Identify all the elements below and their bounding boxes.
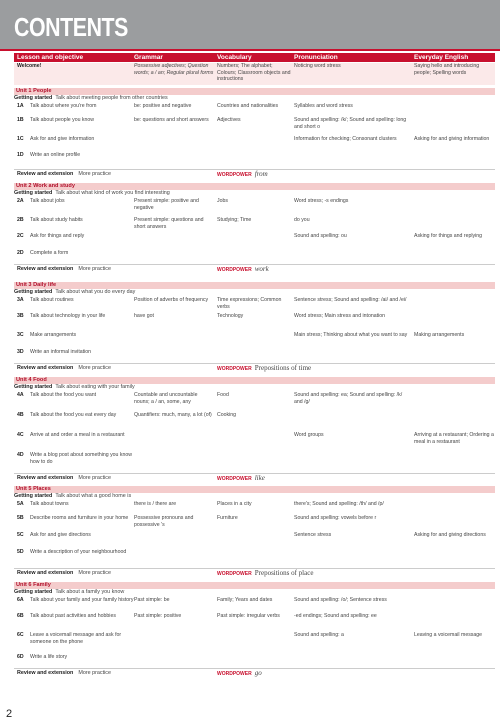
review-row bbox=[14, 568, 495, 576]
lesson-row bbox=[14, 313, 495, 332]
wordpower-word: go bbox=[254, 669, 262, 677]
lesson-code: 3D bbox=[17, 349, 24, 355]
wordpower-word: work bbox=[254, 265, 269, 273]
lesson-code: 2A bbox=[17, 198, 24, 204]
getting-started-row bbox=[14, 384, 495, 391]
header-vocabulary: Vocabulary bbox=[217, 54, 252, 61]
more-practice-label: More practice bbox=[78, 570, 111, 576]
more-practice-label: More practice bbox=[78, 670, 111, 676]
lesson-row bbox=[14, 632, 495, 654]
more-practice-label: More practice bbox=[78, 475, 111, 481]
header-pronunciation: Pronunciation bbox=[294, 54, 338, 61]
lesson-row bbox=[14, 532, 495, 549]
lesson-pronunciation: Sentence stress bbox=[294, 532, 332, 538]
lesson-row bbox=[14, 198, 495, 217]
welcome-grammar: Possessive adjectives; Question words; a / an; Regular plural forms bbox=[134, 63, 214, 76]
lesson-row bbox=[14, 452, 495, 473]
lesson-everyday-english: Asking for things and replying bbox=[414, 233, 483, 239]
welcome-everyday: Saying hello and introducing people; Spelling words bbox=[414, 63, 480, 76]
lesson-pronunciation: Main stress; Thinking about what you want to say bbox=[294, 332, 408, 338]
lesson-code: 2B bbox=[17, 217, 24, 223]
lesson-pronunciation: Sound and spelling: a bbox=[294, 632, 344, 638]
wordpower-word: from bbox=[254, 170, 268, 178]
lesson-code: 4B bbox=[17, 412, 24, 418]
lesson-code: 4C bbox=[17, 432, 24, 438]
lesson-code: 5C bbox=[17, 532, 24, 538]
lesson-pronunciation: do you bbox=[294, 217, 310, 223]
lesson-grammar: there is / there are bbox=[134, 501, 177, 507]
lesson-code: 2C bbox=[17, 233, 24, 239]
getting-started-label: Getting started bbox=[14, 289, 53, 295]
lesson-row bbox=[14, 332, 495, 349]
lesson-objective: Talk about people you know bbox=[30, 117, 95, 123]
lesson-row bbox=[14, 597, 495, 613]
review-row bbox=[14, 363, 495, 371]
lesson-objective: Talk about the food you want bbox=[30, 392, 97, 398]
unit-title: Unit 6 Family bbox=[14, 582, 495, 589]
lesson-pronunciation: -ed endings; Sound and spelling: ee bbox=[294, 613, 377, 619]
wordpower-tag: WORDPOWER bbox=[217, 366, 252, 372]
lesson-code: 3C bbox=[17, 332, 24, 338]
lesson-code: 5A bbox=[17, 501, 24, 507]
page-title: CONTENTS bbox=[14, 12, 128, 42]
getting-started-row bbox=[14, 95, 495, 102]
lesson-vocabulary: Food bbox=[217, 392, 229, 398]
review-row bbox=[14, 473, 495, 481]
wordpower-label bbox=[217, 265, 269, 274]
lesson-row bbox=[14, 103, 495, 117]
lesson-objective: Ask for and give directions bbox=[30, 532, 91, 538]
lesson-code: 6B bbox=[17, 613, 24, 619]
getting-started-text: Talk about what kind of work you find interesting bbox=[55, 190, 170, 196]
lesson-code: 2D bbox=[17, 250, 24, 256]
lesson-vocabulary: Cooking bbox=[217, 412, 237, 418]
lesson-vocabulary: Adjectives bbox=[217, 117, 241, 123]
more-practice-label: More practice bbox=[78, 266, 111, 272]
wordpower-label bbox=[217, 364, 311, 373]
lesson-row bbox=[14, 392, 495, 412]
lesson-objective: Talk about jobs bbox=[30, 198, 65, 204]
lesson-code: 6A bbox=[17, 597, 24, 603]
lesson-code: 6D bbox=[17, 654, 24, 660]
wordpower-label bbox=[217, 170, 268, 179]
lesson-grammar: Quantifiers: much, many, a lot (of) bbox=[134, 412, 212, 418]
lesson-grammar: Possessive pronouns and possessive 's bbox=[134, 515, 194, 528]
wordpower-tag: WORDPOWER bbox=[217, 476, 252, 482]
lesson-code: 1D bbox=[17, 152, 24, 158]
getting-started-label: Getting started bbox=[14, 95, 53, 101]
lesson-objective: Make arrangements bbox=[30, 332, 77, 338]
getting-started-label: Getting started bbox=[14, 190, 53, 196]
lesson-code: 3B bbox=[17, 313, 24, 319]
lesson-objective: Talk about technology in your life bbox=[30, 313, 106, 319]
getting-started-text: Talk about meeting people from other countries bbox=[55, 95, 168, 101]
lesson-objective: Complete a form bbox=[30, 250, 69, 256]
wordpower-tag: WORDPOWER bbox=[217, 671, 252, 677]
unit-title: Unit 5 Places bbox=[14, 486, 495, 493]
wordpower-tag: WORDPOWER bbox=[217, 172, 252, 178]
lesson-row bbox=[14, 250, 495, 264]
unit-title: Unit 4 Food bbox=[14, 377, 495, 384]
lesson-code: 4D bbox=[17, 452, 24, 458]
getting-started-text: Talk about what a good home is bbox=[55, 493, 132, 499]
lesson-objective: Leave a voicemail message and ask for someone on the phone bbox=[30, 632, 122, 645]
wordpower-word: like bbox=[254, 474, 265, 482]
wordpower-label bbox=[217, 669, 262, 678]
review-label: Review and extension bbox=[17, 475, 74, 481]
lesson-vocabulary: Time expressions; Common verbs bbox=[217, 297, 282, 310]
lesson-code: 1C bbox=[17, 136, 24, 142]
lesson-vocabulary: Family; Years and dates bbox=[217, 597, 273, 603]
lesson-vocabulary: Technology bbox=[217, 313, 244, 319]
more-practice-label: More practice bbox=[78, 171, 111, 177]
lesson-pronunciation: Syllables and word stress bbox=[294, 103, 353, 109]
lesson-grammar: Countable and uncountable nouns; a / an, some, any bbox=[134, 392, 198, 405]
getting-started-label: Getting started bbox=[14, 384, 53, 390]
lesson-row bbox=[14, 217, 495, 233]
lesson-row bbox=[14, 297, 495, 313]
lesson-vocabulary: Furniture bbox=[217, 515, 238, 521]
unit-title: Unit 3 Daily life bbox=[14, 282, 495, 289]
getting-started-text: Talk about what you do every day bbox=[55, 289, 136, 295]
wordpower-word: Prepositions of place bbox=[254, 569, 314, 577]
lesson-everyday-english: Leaving a voicemail message bbox=[414, 632, 483, 638]
lesson-vocabulary: Countries and nationalities bbox=[217, 103, 279, 109]
lesson-code: 5D bbox=[17, 549, 24, 555]
review-label: Review and extension bbox=[17, 171, 74, 177]
unit-title: Unit 1 People bbox=[14, 88, 495, 95]
review-label: Review and extension bbox=[17, 266, 74, 272]
lesson-grammar: be: questions and short answers bbox=[134, 117, 209, 123]
lesson-objective: Arrive at and order a meal in a restaurant bbox=[30, 432, 125, 438]
lesson-grammar: Position of adverbs of frequency bbox=[134, 297, 209, 303]
lesson-pronunciation: Sound and spelling: /o/; Sentence stress bbox=[294, 597, 387, 603]
review-label: Review and extension bbox=[17, 670, 74, 676]
lesson-row bbox=[14, 136, 495, 152]
getting-started-text: Talk about eating with your family bbox=[55, 384, 135, 390]
wordpower-label bbox=[217, 569, 313, 578]
lesson-pronunciation: Information for checking; Consonant clusters bbox=[294, 136, 397, 142]
wordpower-tag: WORDPOWER bbox=[217, 571, 252, 577]
unit-title: Unit 2 Work and study bbox=[14, 183, 495, 190]
lesson-vocabulary: Studying; Time bbox=[217, 217, 252, 223]
lesson-row bbox=[14, 412, 495, 432]
lesson-objective: Ask for things and reply bbox=[30, 233, 85, 239]
more-practice-label: More practice bbox=[78, 365, 111, 371]
lesson-everyday-english: Arriving at a restaurant; Ordering a meal in a restaurant bbox=[414, 432, 494, 445]
lesson-row bbox=[14, 152, 495, 169]
lesson-objective: Ask for and give information bbox=[30, 136, 95, 142]
lesson-objective: Write a life story bbox=[30, 654, 68, 660]
lesson-pronunciation: Word groups bbox=[294, 432, 324, 438]
getting-started-label: Getting started bbox=[14, 589, 53, 595]
getting-started-label: Getting started bbox=[14, 493, 53, 499]
lesson-row bbox=[14, 515, 495, 532]
lesson-objective: Talk about your family and your family history bbox=[30, 597, 134, 603]
table-header bbox=[14, 53, 495, 62]
lesson-grammar: Present simple: questions and short answers bbox=[134, 217, 204, 230]
lesson-code: 1B bbox=[17, 117, 24, 123]
lesson-objective: Talk about the food you eat every day bbox=[30, 412, 117, 418]
header-lesson: Lesson and objective bbox=[17, 54, 84, 61]
lesson-code: 4A bbox=[17, 392, 24, 398]
lesson-pronunciation: Sound and spelling: ou bbox=[294, 233, 347, 239]
lesson-vocabulary: Past simple: irregular verbs bbox=[217, 613, 280, 619]
lesson-pronunciation: Word stress; -s endings bbox=[294, 198, 349, 204]
welcome-pronunciation: Noticing word stress bbox=[294, 63, 341, 69]
lesson-pronunciation: Sound and spelling: vowels before r bbox=[294, 515, 377, 521]
page-number: 2 bbox=[6, 708, 13, 720]
lesson-objective: Write an online profile bbox=[30, 152, 81, 158]
getting-started-row bbox=[14, 190, 495, 197]
lesson-code: 5B bbox=[17, 515, 24, 521]
review-label: Review and extension bbox=[17, 365, 74, 371]
welcome-label: Welcome! bbox=[17, 63, 42, 69]
lesson-pronunciation: Word stress; Main stress and intonation bbox=[294, 313, 386, 319]
lesson-row bbox=[14, 549, 495, 568]
lesson-row bbox=[14, 654, 495, 668]
getting-started-text: Talk about a family you know bbox=[55, 589, 125, 595]
review-row bbox=[14, 264, 495, 272]
lesson-objective: Write a blog post about something you know how to do bbox=[30, 452, 132, 465]
lesson-vocabulary: Jobs bbox=[217, 198, 228, 204]
lesson-grammar: have got bbox=[134, 313, 154, 319]
lesson-row bbox=[14, 432, 495, 452]
lesson-grammar: be: positive and negative bbox=[134, 103, 192, 109]
lesson-objective: Describe rooms and furniture in your home bbox=[30, 515, 129, 521]
lesson-objective: Talk about routines bbox=[30, 297, 74, 303]
lesson-code: 6C bbox=[17, 632, 24, 638]
header-everyday-english: Everyday English bbox=[414, 54, 469, 61]
lesson-code: 3A bbox=[17, 297, 24, 303]
lesson-row bbox=[14, 233, 495, 250]
review-label: Review and extension bbox=[17, 570, 74, 576]
lesson-pronunciation: Sentence stress; Sound and spelling: /ai/ and /ei/ bbox=[294, 297, 407, 303]
review-row bbox=[14, 668, 495, 676]
lesson-row bbox=[14, 613, 495, 632]
lesson-pronunciation: there's; Sound and spelling: /th/ and /p/ bbox=[294, 501, 384, 507]
lesson-grammar: Past simple: be bbox=[134, 597, 170, 603]
lesson-everyday-english: Asking for and giving information bbox=[414, 136, 490, 142]
lesson-grammar: Present simple: positive and negative bbox=[134, 198, 199, 211]
lesson-everyday-english: Asking for and giving directions bbox=[414, 532, 486, 538]
contents-banner bbox=[0, 0, 500, 51]
lesson-row bbox=[14, 349, 495, 363]
lesson-code: 1A bbox=[17, 103, 24, 109]
welcome-vocabulary: Numbers; The alphabet; Colours; Classroom objects and instructions bbox=[217, 63, 291, 83]
header-grammar: Grammar bbox=[134, 54, 163, 61]
welcome-row bbox=[14, 63, 495, 85]
lesson-objective: Write an informal invitation bbox=[30, 349, 92, 355]
lesson-vocabulary: Places in a city bbox=[217, 501, 252, 507]
lesson-pronunciation: Sound and spelling: /k/; Sound and spelling: long and short o bbox=[294, 117, 407, 130]
getting-started-row bbox=[14, 493, 495, 500]
wordpower-tag: WORDPOWER bbox=[217, 267, 252, 273]
lesson-objective: Talk about towns bbox=[30, 501, 69, 507]
lesson-pronunciation: Sound and spelling: ea; Sound and spelling: /k/ and /g/ bbox=[294, 392, 403, 405]
review-row bbox=[14, 169, 495, 177]
lesson-everyday-english: Making arrangements bbox=[414, 332, 465, 338]
lesson-objective: Talk about past activities and hobbies bbox=[30, 613, 116, 619]
lesson-row bbox=[14, 501, 495, 515]
lesson-grammar: Past simple: positive bbox=[134, 613, 182, 619]
wordpower-label bbox=[217, 474, 265, 483]
lesson-objective: Talk about study habits bbox=[30, 217, 83, 223]
lesson-row bbox=[14, 117, 495, 136]
lesson-objective: Write a description of your neighbourhood bbox=[30, 549, 127, 555]
getting-started-row bbox=[14, 289, 495, 296]
lesson-objective: Talk about where you're from bbox=[30, 103, 97, 109]
wordpower-word: Prepositions of time bbox=[254, 364, 312, 372]
getting-started-row bbox=[14, 589, 495, 596]
